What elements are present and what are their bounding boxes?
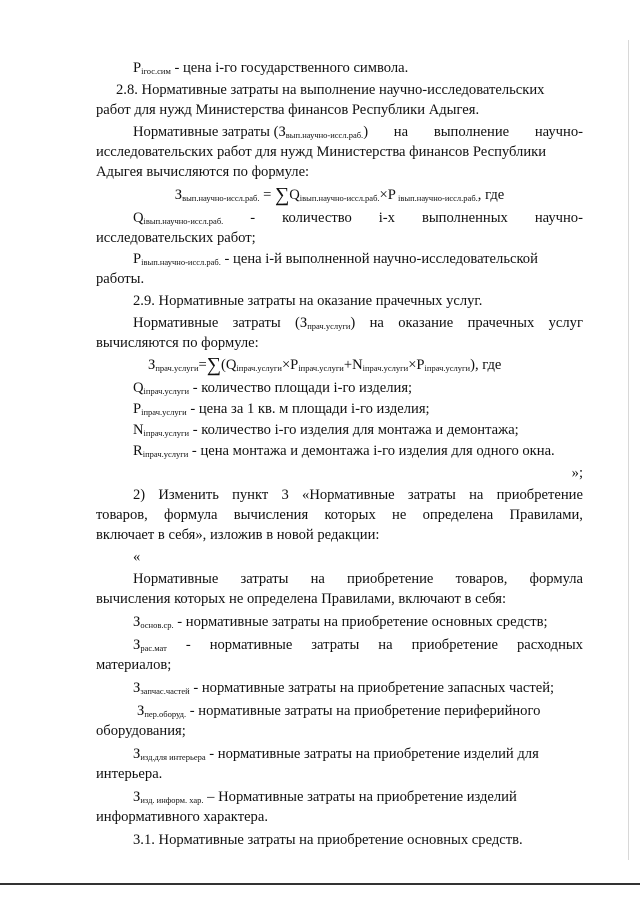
opening-quote: « [133,549,141,565]
research-intro-line-3: Адыгея вычисляются по формуле: [96,164,310,180]
scan-edge [628,40,629,860]
bottom-rule [0,883,640,885]
item-2-line-1: 2) Изменить пункт 3 «Нормативные затраты на приобретение [133,487,583,503]
research-q-definition: $Q_{iвып.научно-иссл.раб.}$ - количество i-х выполненных научно- [133,210,583,226]
research-intro-line-1: Нормативные затраты $(З_{вып.научно-иссл.раб.})$ на выполнение научно- [133,124,583,140]
goods-intro-line-2: вычисления которых не определена Правилами, включают в себя: [96,591,507,607]
laundry-q-definition: $Q_{iпрач.услуги}$ - количество площади i-го изделия; [133,380,413,396]
section-2-9-heading: 2.9. Нормативные затраты на оказание прачечных услуг. [133,293,483,309]
goods-intro-line-1: Нормативные затраты на приобретение товаров, формула [133,571,583,587]
interior-item-cont: интерьера. [96,766,163,782]
consumables-item-cont: материалов; [96,657,172,673]
research-formula: $З_{вып.научно-иссл.раб.} = \sum Q_{iвып.научно-иссл.раб.}\times P$ $_{iвып.научно-иссл.раб.}$, где [174,184,505,206]
laundry-formula: $З_{прач.услуги}=\sum(Q_{iпрач.услуги}\times P_{iпрач.услуги}+N_{iпрач.услуги}\times P_{iпрач.услуги})$, где [148,354,502,376]
closing-quote: »; [571,465,583,481]
section-2-8-heading: 2.8. Нормативные затраты на выполнение научно-исследовательских [116,82,545,98]
section-2-8-heading-cont: работ для нужд Министерства финансов Республики Адыгея. [96,102,480,118]
informative-item: $З_{изд. информ. хар.}$ – Нормативные затраты на приобретение изделий [133,789,517,805]
interior-item: $З_{изд.для интерьера}$ - нормативные затраты на приобретение изделий для [133,746,539,762]
spare-parts-item: $З_{запчас.частей}$ - нормативные затраты на приобретение запасных частей; [133,680,555,696]
laundry-intro-line-2: вычисляются по формуле: [96,335,259,351]
peripheral-item-cont: оборудования; [96,723,186,739]
informative-item-cont: информативного характера. [96,809,268,825]
laundry-p-definition: $P_{iпрач.услуги}$ - цена за 1 кв. м площади i-го изделия; [133,401,430,417]
peripheral-item: $З_{пер.оборуд.}$ - нормативные затраты на приобретение периферийного [137,703,541,719]
research-p-definition: $P_{iвып.научно-иссл.раб.}$ - цена i-й выполненной научно-исследовательской [133,251,538,267]
research-intro-line-2: исследовательских работ для нужд Министерства финансов Республики [96,144,547,160]
laundry-r-definition: $R_{iпрач.услуги}$ - цена монтажа и демонтажа i-го изделия для одного окна. [133,443,555,459]
fixed-assets-item: $З_{основ.ср.}$ - нормативные затраты на приобретение основных средств; [133,614,548,630]
research-q-definition-cont: исследовательских работ; [96,230,256,246]
laundry-n-definition: $N_{iпрач.услуги}$ - количество i-го изделия для монтажа и демонтажа; [133,422,519,438]
section-3-1-heading: 3.1. Нормативные затраты на приобретение основных средств. [133,832,523,848]
consumables-item: $З_{рас.мат}$ - нормативные затраты на приобретение расходных [133,637,583,653]
item-2-line-2: товаров, формула вычисления которых не определена Правилами, [96,507,583,523]
laundry-intro-line-1: Нормативные затраты $(З_{прач.услуги})$ на оказание прачечных услуг [133,315,583,331]
research-p-definition-cont: работы. [96,271,145,287]
symbol-price-definition: $P_{iгос.сим}$ - цена i-го государственного символа. [133,60,409,76]
item-2-line-3: включает в себя», изложив в новой редакции: [96,527,380,543]
